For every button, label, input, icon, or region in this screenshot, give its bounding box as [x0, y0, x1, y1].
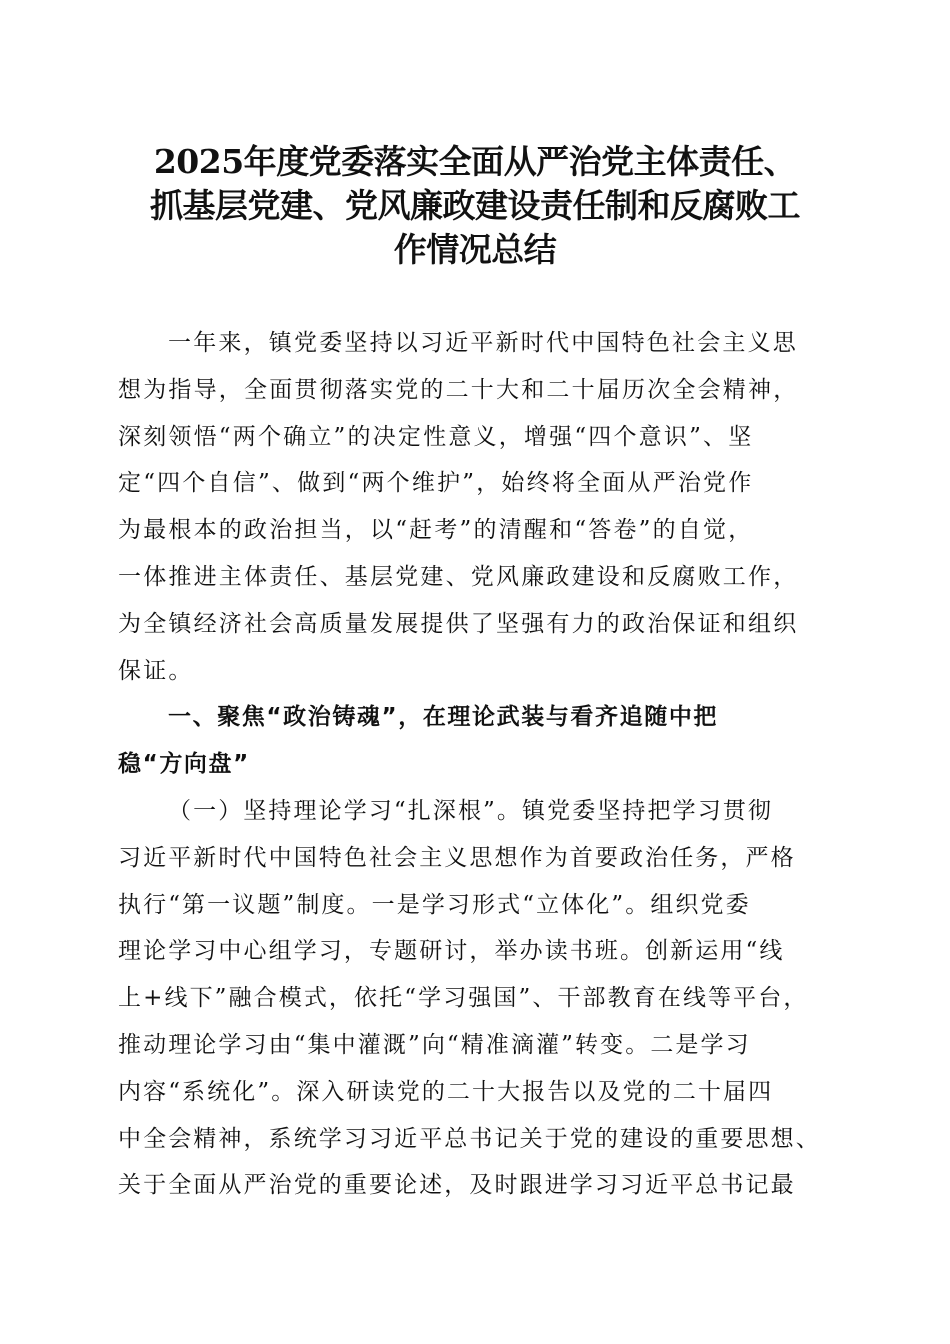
title-line: 2025年度党委落实全面从严治党主体责任、	[153, 142, 797, 181]
heading-line: 一、聚焦“政治铸魂”，在理论武装与看齐追随中把	[168, 704, 719, 731]
paragraph-line: 想为指导，全面贯彻落实党的二十大和二十届历次全会精神，	[118, 376, 799, 403]
paragraph-line: 保证。	[118, 657, 194, 684]
paragraph-line: 关于全面从严治党的重要论述，及时跟进学习习近平总书记最	[118, 1172, 796, 1199]
paragraph-line: 深刻领悟“两个确立”的决定性意义，增强“四个意识”、坚	[118, 423, 754, 450]
paragraph-line: 定“四个自信”、做到“两个维护”，始终将全面从严治党作	[118, 470, 754, 497]
section-heading	[118, 694, 830, 788]
heading-line: 稳“方向盘”	[118, 751, 250, 778]
paragraph-line: 内容“系统化”。深入研读党的二十大报告以及党的二十届四	[118, 1078, 774, 1105]
paragraph-line: 推动理论学习由“集中灌溉”向“精准滴灌”转变。二是学习	[118, 1031, 751, 1058]
paragraph-line: 执行“第一议题”制度。一是学习形式“立体化”。组织党委	[118, 891, 751, 918]
paragraph-line: 中全会精神，系统学习习近平总书记关于党的建设的重要思想、	[118, 1125, 821, 1152]
paragraph-line: 习近平新时代中国特色社会主义思想作为首要政治任务，严格	[118, 844, 796, 871]
paragraph-line: 理论学习中心组学习，专题研讨，举办读书班。创新运用“线	[118, 938, 785, 965]
paragraph-line: 上+线下”融合模式，依托“学习强国”、干部教育在线等平台，	[118, 985, 809, 1012]
paragraph-line: 为最根本的政治担当，以“赶考”的清醒和“答卷”的自觉，	[118, 517, 754, 544]
title-line: 作情况总结	[393, 230, 557, 269]
intro-paragraph	[118, 320, 830, 694]
paragraph-line: 为全镇经济社会高质量发展提供了坚强有力的政治保证和组织	[118, 610, 799, 637]
paragraph-line: （一）坚持理论学习“扎深根”。镇党委坚持把学习贯彻	[168, 797, 774, 824]
paragraph-line: 一年来，镇党委坚持以习近平新时代中国特色社会主义思	[168, 330, 798, 356]
subsection-paragraph	[118, 788, 830, 1209]
paragraph-line: 一体推进主体责任、基层党建、党风廉政建设和反腐败工作，	[118, 563, 799, 590]
document-body	[118, 320, 830, 1209]
document-title	[110, 140, 840, 272]
title-line: 抓基层党建、党风廉政建设责任制和反腐败工	[150, 186, 800, 225]
